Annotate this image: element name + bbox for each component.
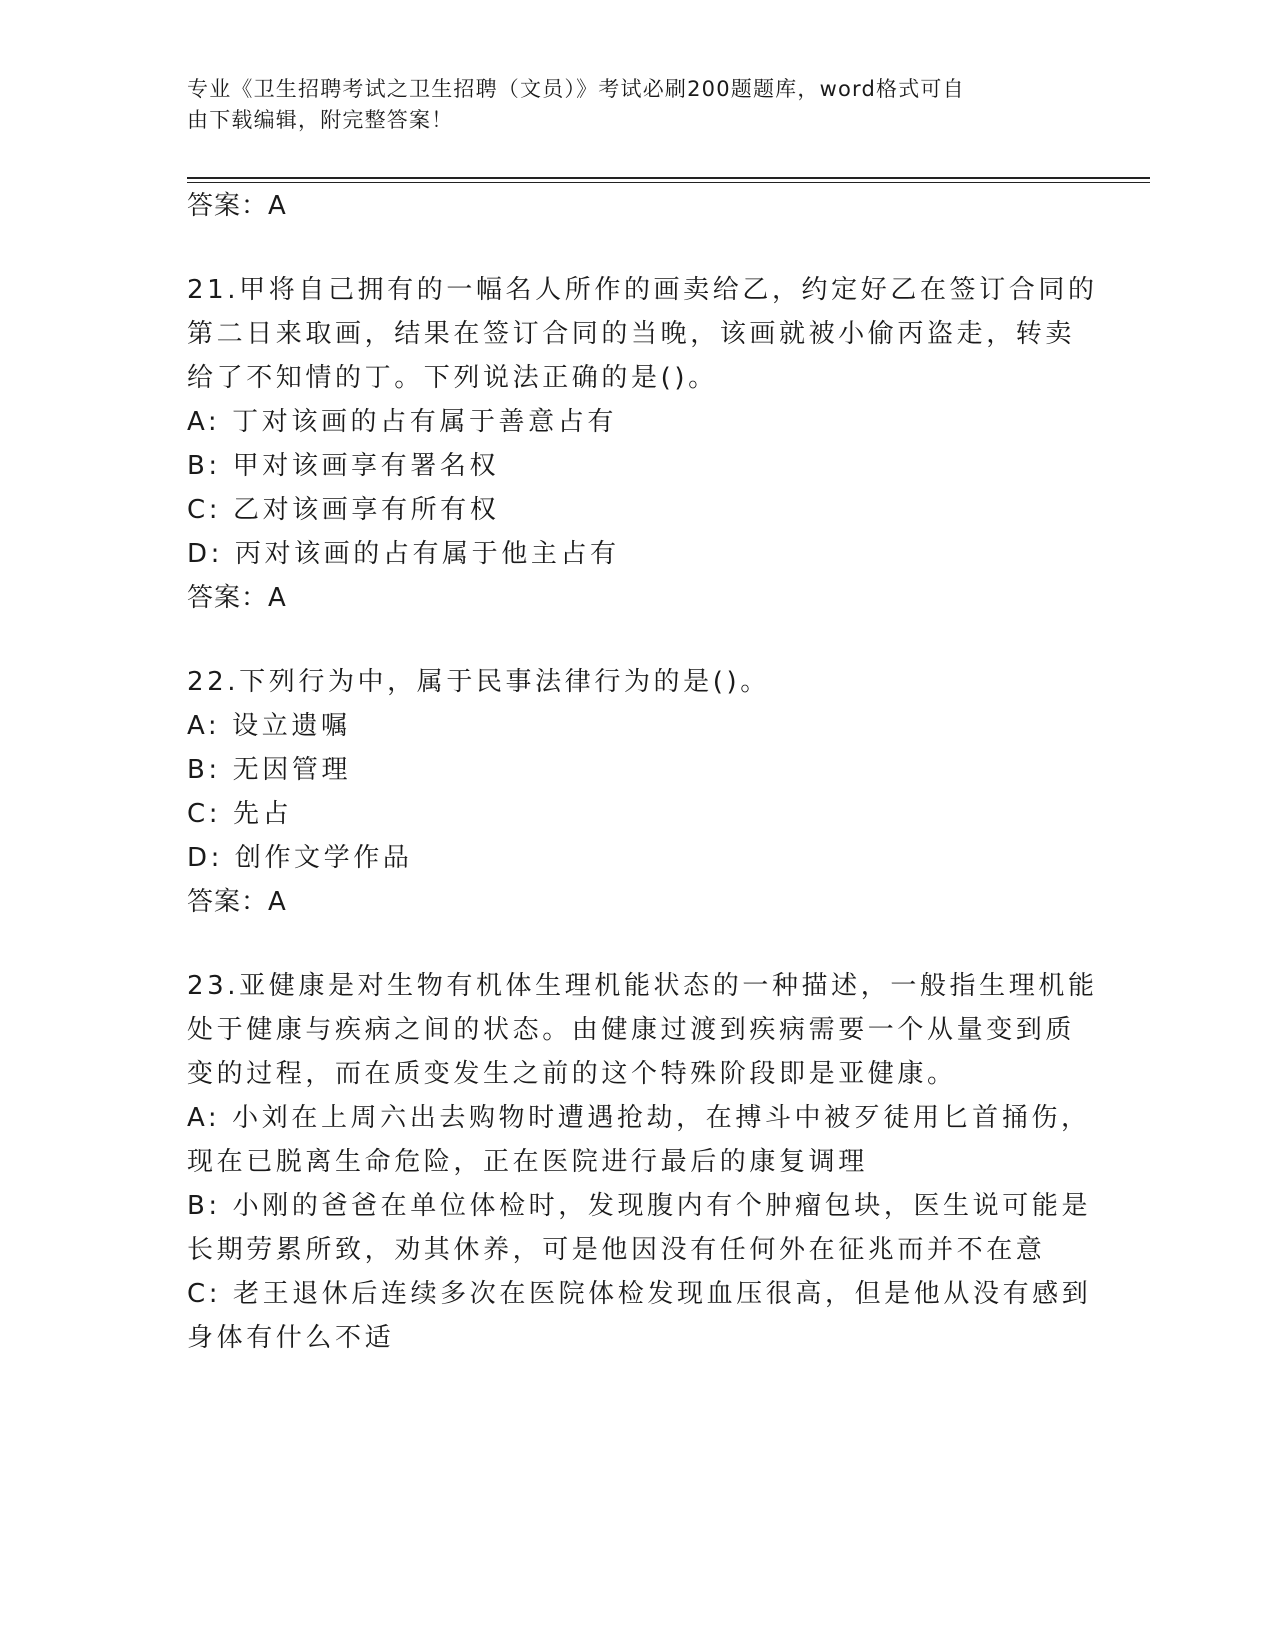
question-22-option-b: B: 无因管理	[187, 755, 352, 785]
question-21-option-c: C: 乙对该画享有所有权	[187, 495, 500, 525]
question-21-option-b: B: 甲对该画享有署名权	[187, 451, 500, 481]
header-divider-thick	[187, 177, 1150, 179]
question-22-option-d: D: 创作文学作品	[187, 843, 413, 873]
question-21-stem-line-2: 第二日来取画，结果在签订合同的当晚，该画就被小偷丙盗走，转卖	[187, 319, 1076, 349]
answer-line: 答案：A	[187, 191, 287, 221]
question-23-stem-line-3: 变的过程，而在质变发生之前的这个特殊阶段即是亚健康。	[187, 1059, 957, 1089]
document-header	[187, 74, 1067, 136]
question-23-option-c-line-1: C: 老王退休后连续多次在医院体检发现血压很高，但是他从没有感到	[187, 1279, 1092, 1309]
question-23-option-a-line-2: 现在已脱离生命危险，正在医院进行最后的康复调理	[187, 1147, 868, 1177]
question-23-option-a-line-1: A: 小刘在上周六出去购物时遭遇抢劫，在搏斗中被歹徒用匕首捅伤，	[187, 1103, 1091, 1133]
question-22-option-c: C: 先占	[187, 799, 293, 829]
question-22-option-a: A: 设立遗嘱	[187, 711, 351, 741]
question-21-stem-line-3: 给了不知情的丁。下列说法正确的是()。	[187, 363, 718, 393]
question-23-stem-line-1: 23.亚健康是对生物有机体生理机能状态的一种描述，一般指生理机能	[187, 971, 1098, 1001]
question-21-answer: 答案：A	[187, 583, 287, 613]
question-22-answer: 答案：A	[187, 887, 287, 917]
question-21-option-d: D: 丙对该画的占有属于他主占有	[187, 539, 620, 569]
question-23-option-b-line-2: 长期劳累所致，劝其休养，可是他因没有任何外在征兆而并不在意	[187, 1235, 1046, 1265]
header-line-1: 专业《卫生招聘考试之卫生招聘（文员）》考试必刷200题题库，word格式可自	[187, 77, 965, 101]
header-divider-thin	[187, 182, 1150, 183]
question-23-option-b-line-1: B: 小刚的爸爸在单位体检时，发现腹内有个肿瘤包块，医生说可能是	[187, 1191, 1092, 1221]
question-21-option-a: A: 丁对该画的占有属于善意占有	[187, 407, 617, 437]
question-21-stem-line-1: 21.甲将自己拥有的一幅名人所作的画卖给乙，约定好乙在签订合同的	[187, 275, 1098, 305]
question-23-option-c-line-2: 身体有什么不适	[187, 1323, 395, 1353]
question-22-stem-line-1: 22.下列行为中，属于民事法律行为的是()。	[187, 667, 770, 697]
header-line-2: 由下载编辑，附完整答案！	[187, 108, 454, 132]
question-23-stem-line-2: 处于健康与疾病之间的状态。由健康过渡到疾病需要一个从量变到质	[187, 1015, 1076, 1045]
